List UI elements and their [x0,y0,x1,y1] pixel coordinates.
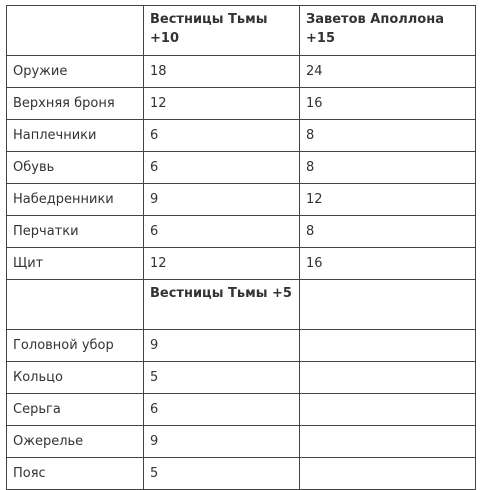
item-name: Верхняя броня [7,88,144,120]
item-name: Перчатки [7,216,144,248]
item-name: Наплечники [7,120,144,152]
value-set-1: 9 [144,184,300,216]
item-name: Щит [7,248,144,280]
header-cell-set-2: Заветов Аполлона +15 [300,6,476,56]
empty-cell [300,330,476,362]
value-set-1: 6 [144,216,300,248]
table-row [7,362,476,394]
table-row [7,458,476,490]
table-row [7,88,476,120]
empty-cell [300,458,476,490]
table-row [7,248,476,280]
value-set-2: 8 [300,216,476,248]
value-set-3: 5 [144,362,300,394]
value-set-2: 8 [300,152,476,184]
value-set-2: 16 [300,248,476,280]
table-row [7,330,476,362]
item-name: Обувь [7,152,144,184]
table-row [7,394,476,426]
header-cell-set-3: Вестницы Тьмы +5 [144,280,300,330]
empty-cell [300,394,476,426]
value-set-1: 18 [144,56,300,88]
value-set-3: 9 [144,330,300,362]
header-cell-empty [7,280,144,330]
value-set-3: 5 [144,458,300,490]
item-name: Набедренники [7,184,144,216]
item-name: Пояс [7,458,144,490]
item-name: Серьга [7,394,144,426]
value-set-3: 6 [144,394,300,426]
table-row [7,56,476,88]
table-row [7,184,476,216]
item-name: Оружие [7,56,144,88]
value-set-1: 6 [144,152,300,184]
item-name: Ожерелье [7,426,144,458]
value-set-1: 12 [144,88,300,120]
header-cell-empty [7,6,144,56]
value-set-2: 12 [300,184,476,216]
table-row [7,426,476,458]
value-set-2: 8 [300,120,476,152]
header-cell-empty [300,280,476,330]
bonus-table [6,5,476,490]
header-row-1 [7,6,476,56]
value-set-3: 9 [144,426,300,458]
table-row [7,216,476,248]
item-name: Кольцо [7,362,144,394]
table-row [7,152,476,184]
value-set-2: 16 [300,88,476,120]
value-set-1: 12 [144,248,300,280]
table-row [7,120,476,152]
value-set-1: 6 [144,120,300,152]
empty-cell [300,426,476,458]
header-cell-set-1: Вестницы Тьмы +10 [144,6,300,56]
header-row-2 [7,280,476,330]
empty-cell [300,362,476,394]
value-set-2: 24 [300,56,476,88]
item-name: Головной убор [7,330,144,362]
